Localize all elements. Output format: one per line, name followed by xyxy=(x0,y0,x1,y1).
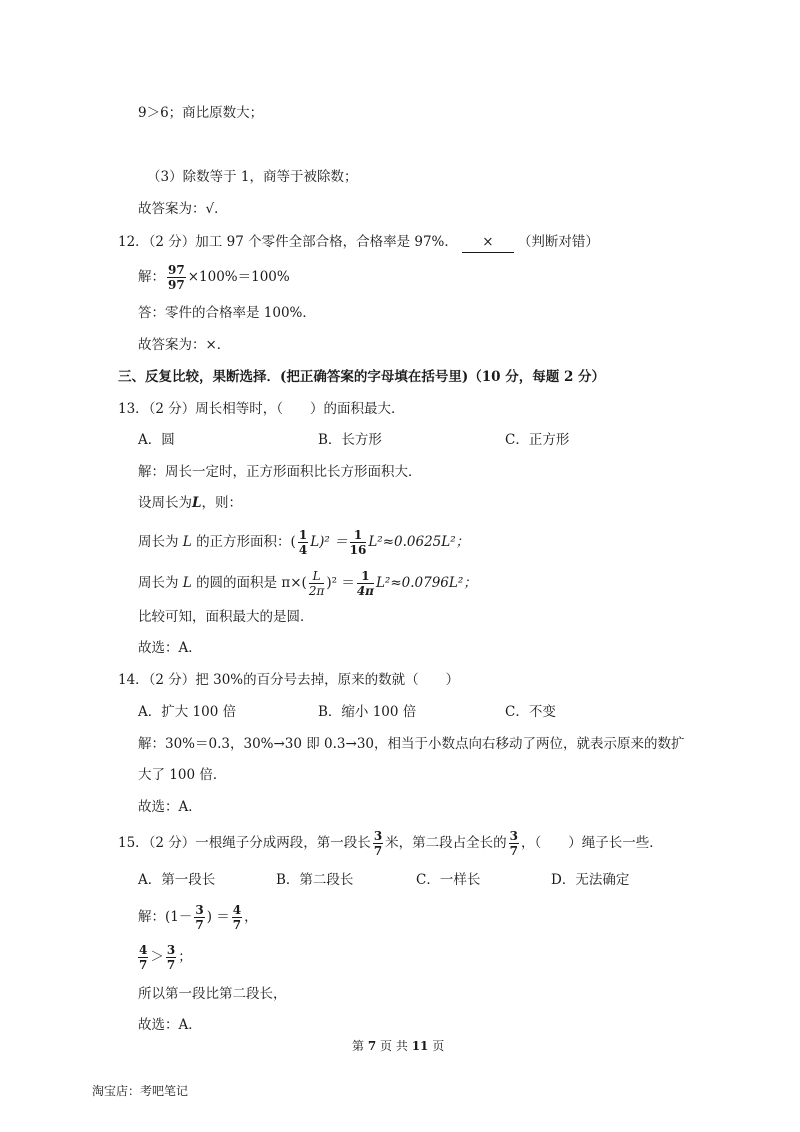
text-line: 答：零件的合格率是 100%． xyxy=(138,305,316,321)
fraction-denominator: 7 xyxy=(139,958,148,972)
fraction-denominator: 7 xyxy=(166,958,176,972)
text-fragment: 页 共 xyxy=(380,1039,408,1053)
fraction-denominator: 4 xyxy=(298,543,308,557)
text-line: （3）除数等于 1，商等于被除数； xyxy=(147,169,358,185)
option-b: B．第二段长 xyxy=(276,872,354,888)
total-pages: 11 xyxy=(411,1039,429,1053)
text-line xyxy=(138,493,242,513)
text-fragment: 15．（2 分）一根绳子分成两段，第一段长 xyxy=(118,835,371,851)
option-c: C．一样长 xyxy=(416,872,481,888)
text-fragment: ＞ xyxy=(150,949,164,965)
question-14: 14．（2 分）把 30%的百分号去掉，原来的数就（ ） xyxy=(118,672,460,688)
fraction-denominator: 7 xyxy=(195,918,204,932)
option-a: A．圆 xyxy=(138,432,175,448)
fraction xyxy=(138,944,148,971)
text-line: 故答案为：×． xyxy=(138,337,231,353)
shop-credit: 淘宝店：考吧笔记 xyxy=(92,1084,189,1098)
fraction-denominator: 7 xyxy=(509,844,519,858)
text-fragment: 米，第二段占全长的 xyxy=(385,835,507,851)
variable: L xyxy=(192,495,202,511)
text-fragment: 第 xyxy=(352,1039,365,1053)
fraction-numerator: 1 xyxy=(350,529,367,543)
option-b: B．长方形 xyxy=(318,432,382,448)
option-b: B．缩小 100 倍 xyxy=(318,704,417,720)
text-fragment: ，（ ）绳子长一些． xyxy=(521,835,663,851)
fraction xyxy=(232,904,242,931)
section-heading: 三、反复比较，果断选择．(把正确答案的字母填在括号里)（10 分，每题 2 分） xyxy=(118,369,606,385)
question-15 xyxy=(118,828,663,858)
question-12-suffix: （判断对错） xyxy=(517,234,599,250)
current-page: 7 xyxy=(367,1039,377,1053)
fraction xyxy=(357,570,374,597)
q15-comparison xyxy=(136,942,192,972)
text-line: 故答案为：√． xyxy=(138,201,228,217)
fraction-numerator: 3 xyxy=(373,829,383,843)
fraction xyxy=(166,944,176,971)
solution-rest: ×100%＝100% xyxy=(187,269,290,285)
fraction-numerator: 1 xyxy=(357,570,374,584)
fraction-numerator: 4 xyxy=(232,903,242,917)
fraction-denominator: 97 xyxy=(168,278,185,292)
text-fragment: 页 xyxy=(432,1039,445,1053)
text-fragment: 周长为 xyxy=(138,575,179,591)
fraction-numerator: 97 xyxy=(168,263,185,277)
option-a: A．第一段长 xyxy=(138,872,216,888)
variable: L xyxy=(182,575,192,591)
fraction xyxy=(509,830,519,857)
fraction-denominator: 16 xyxy=(349,543,367,557)
text-fragment: ， xyxy=(244,909,258,925)
text-line: 故选：A． xyxy=(138,640,202,656)
text-fragment: 的正方形面积：( xyxy=(196,534,296,550)
fraction xyxy=(194,904,204,931)
text-fragment: )² ＝ xyxy=(326,575,355,591)
fraction xyxy=(298,529,308,556)
question-12-text: 12．（2 分）加工 97 个零件全部合格，合格率是 97%． xyxy=(118,234,458,250)
option-a: A．扩大 100 倍 xyxy=(138,704,237,720)
text-line: 大了 100 倍． xyxy=(138,767,227,783)
text-line: 解：周长一定时，正方形面积比长方形面积大． xyxy=(138,464,422,480)
fraction-numerator: L xyxy=(309,570,325,584)
fraction xyxy=(373,830,383,857)
fraction-denominator: 7 xyxy=(373,844,383,858)
text-line: 故选：A． xyxy=(138,799,202,815)
fraction-numerator: 3 xyxy=(166,943,176,957)
text-line: 故选：A． xyxy=(138,1017,202,1033)
page-number xyxy=(352,1037,444,1054)
text-fragment: 周长为 xyxy=(138,534,179,550)
text-line: 解：30%＝0.3，30%→30 即 0.3→30，相当于小数点向右移动了两位，就表示原来的数扩 xyxy=(138,736,685,752)
circle-area-formula xyxy=(138,568,477,598)
option-c: C．正方形 xyxy=(505,432,570,448)
option-c: C．不变 xyxy=(505,704,556,720)
text-line: 9＞6；商比原数大； xyxy=(138,105,264,121)
text-line: 比较可知，面积最大的是圆． xyxy=(138,609,314,625)
question-13: 13．（2 分）周长相等时，（ ）的面积最大． xyxy=(118,401,405,417)
text-fragment: L²≈0.0625L²； xyxy=(368,534,470,550)
text-fragment: ； xyxy=(178,949,192,965)
solution-prefix: 解： xyxy=(138,269,165,285)
text-fragment: 设周长为 xyxy=(138,495,192,511)
variable: L xyxy=(182,534,192,550)
q15-solution xyxy=(138,902,258,932)
fraction-denominator: 2π xyxy=(308,584,325,598)
fraction-denominator: 7 xyxy=(232,918,242,932)
fraction xyxy=(350,529,367,556)
text-line: 所以第一段比第二段长， xyxy=(138,986,287,1002)
option-d: D．无法确定 xyxy=(551,872,630,888)
q12-solution xyxy=(138,263,290,291)
text-fragment: 的圆的面积是 π×( xyxy=(196,575,307,591)
fraction xyxy=(309,570,325,597)
fraction-numerator: 4 xyxy=(139,943,148,957)
answer-blank: × xyxy=(462,232,514,253)
text-fragment: L)² ＝ xyxy=(310,534,348,550)
text-fragment: ) ＝ xyxy=(206,909,230,925)
text-fragment: ，则： xyxy=(201,495,242,511)
fraction-numerator: 3 xyxy=(195,903,204,917)
fraction-denominator: 4π xyxy=(356,584,374,598)
fraction-numerator: 1 xyxy=(298,528,308,542)
fraction-numerator: 3 xyxy=(509,829,519,843)
fraction xyxy=(167,264,186,291)
square-area-formula xyxy=(138,527,469,557)
text-fragment: L²≈0.0796L²； xyxy=(375,575,477,591)
text-fragment: 解：(1－ xyxy=(138,909,193,925)
question-12 xyxy=(118,232,599,253)
